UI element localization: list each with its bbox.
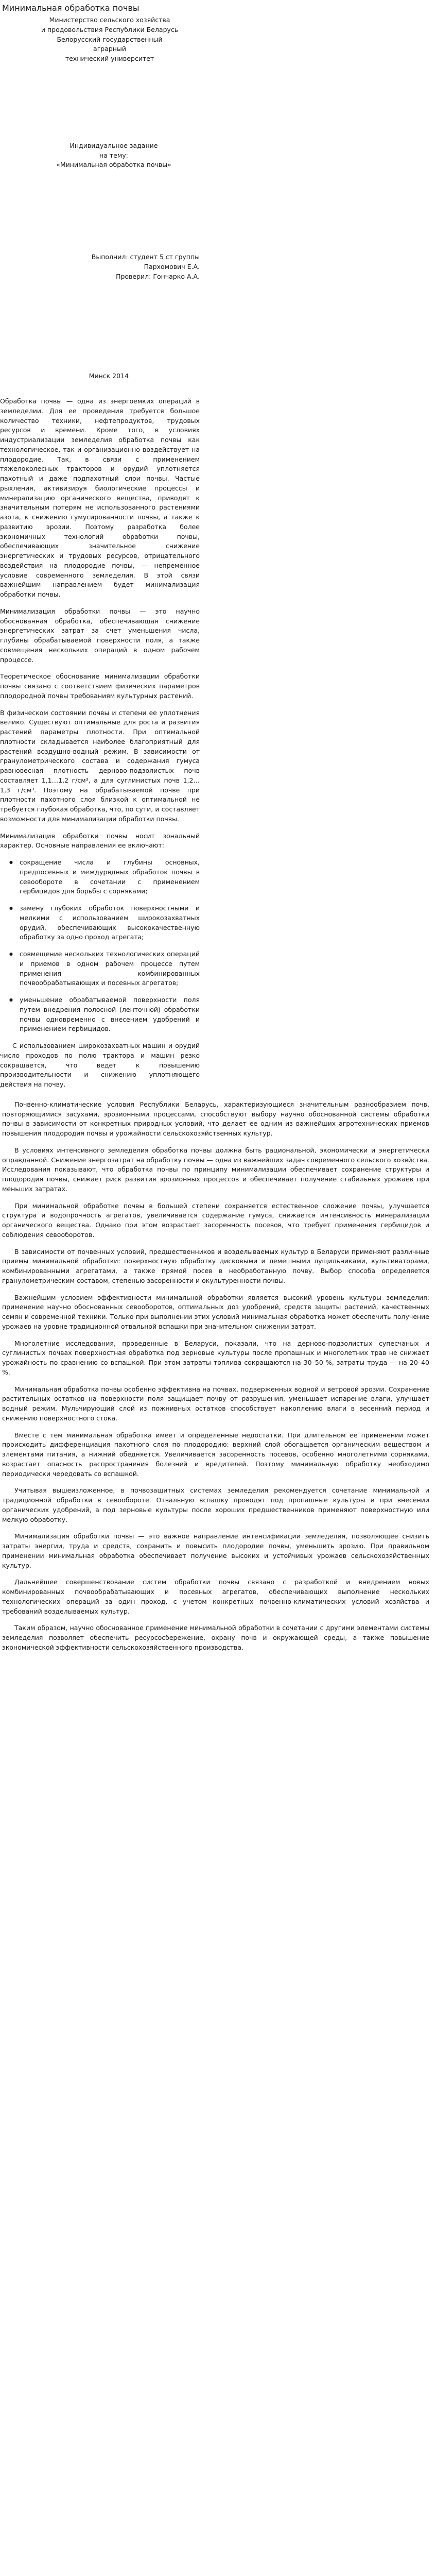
assignment-line: на тему: bbox=[99, 151, 128, 159]
list-item: ● замену глубоких обработок поверхностными и мелкими с использованием широкозахватных орудий, обеспечивающих высококачественную обработку за одно проход агрегата; bbox=[20, 904, 200, 942]
paragraph: Дальнейшее совершенствование систем обработки почвы связано с разработкой и внедрением новых комбинированных почвообрабатывающих и посевных агрегатов, обеспечивающих выполнение нескольких технологических операций за один проход, с учетом конкретных почвенно-климатических условий хозяйства и требований возделываемых культур. bbox=[2, 1578, 429, 1615]
assignment-line: «Минимальная обработка почвы» bbox=[56, 161, 171, 169]
main-narrow-column bbox=[0, 397, 200, 1090]
city-year: Минск 2014 bbox=[89, 372, 129, 380]
author-line: Пархомович Е.А. bbox=[144, 262, 200, 270]
header-line: Министерство сельского хозяйства bbox=[49, 16, 170, 24]
author-line: Выполнил: студент 5 ст группы bbox=[91, 253, 200, 261]
directions-list bbox=[0, 858, 200, 1034]
paragraph: В физическом состоянии почвы и степени ее уплотнения велико. Существуют оптимальные для роста и развития растений параметры плотности. При оптимальной плотности складывается наиболее благоприятный для растений воздушно-водный режим. В зависимости от гранулометрического состава и содержания гумуса равновесная плотность дерново-подзолистых почв составляет 1,1…1,2 г/см³, а для суглинистых почв 1,2…1,3 г/см³. Поэтому на обрабатываемой почве при плотности пахотного слоя близкой к оптимальной не требуется глубокая обработка, что, по сути, и составляет возможности для минимализации обработки почвы. bbox=[0, 708, 200, 823]
paragraph: Таким образом, научно обоснованное применение минимальной обработки в сочетании с другими элементами системы земледелия позволяет обеспечить ресурсосбережение, охрану почв и окружающей среды, а также повышение экономической эффективности сельскохозяйственного производства. bbox=[2, 1624, 429, 1651]
author-block bbox=[0, 252, 200, 281]
paragraph: Минимализация обработки почвы — это научно обоснованная обработка, обеспечивающая снижение энергетических затрат за счет уменьшения числа, глубины обрабатываемой поверхности поля, а также совмещения нескольких операций в одном рабочем процессе. bbox=[0, 607, 200, 664]
assignment-line: Индивидуальное задание bbox=[69, 141, 158, 149]
header-line: технический университет bbox=[65, 55, 154, 62]
paragraph: С использованием широкозахватных машин и орудий число проходов по полю трактора и машин резко сокращается, что ведет к повышению производительности и снижению уплотняющего действия на почву. bbox=[0, 1042, 200, 1088]
header-line: Белорусский государственный аграрный bbox=[57, 35, 163, 53]
assignment-title-block bbox=[29, 141, 199, 170]
document-title: Минимальная обработка почвы bbox=[2, 3, 139, 13]
paragraph: В зависимости от почвенных условий, предшественников и возделываемых культур в Беларуси применяют различные приемы минимальной обработки: поверхностную обработку дисковыми и лемешными лущильниками, культиваторами, комбинированными агрегатами, а также прямой посев в необработанную почву. Выбор способа определяется гранулометрическим составом, степенью засоренности и окультуренности почвы. bbox=[2, 1247, 429, 1284]
author-line: Проверил: Гончарко А.А. bbox=[116, 272, 200, 280]
header-line: и продовольствия Республики Беларусь bbox=[41, 25, 179, 33]
paragraph: Обработка почвы — одна из энергоемких операций в земледелии. Для ее проведения требуется большое количество техники, нефтепродуктов, трудовых ресурсов и времени. Кроме того, в условиях индустриализации земледелия обработка почвы как технологическое, так и организационно воздействует на плодородие. Так, в связи с применением тяжелоколесных тракторов и орудий уплотняется пахотный и даже подпахотный слои почвы. Частые рыхления, активизируя биологические процессы и минерализацию органического вещества, приводят к значительным потерям не использованного растениями азота, к снижению гумусированности почвы, а также к развитию эрозии. Поэтому разработка более экономичных технологий обработки почвы, обеспечивающих значительное снижение энергетических и трудовых ресурсов, отрицательного воздействия на плодородие почвы, — непременное условие современного земледелия. В этой связи важнейшим направлением будет минимализация обработки почвы. bbox=[0, 397, 200, 598]
paragraph: Учитывая вышеизложенное, в почвозащитных системах земледелия рекомендуется сочетание минимальной и традиционной обработки в севообороте. Отвальную вспашку проводят под пропашные культуры и при внесении органических удобрений, а под зерновые культуры после хороших предшественников применяют поверхностную или мелкую обработку. bbox=[2, 1486, 429, 1523]
paragraph: Вместе с тем минимальная обработка имеет и определенные недостатки. При длительном ее применении может происходить дифференциация пахотного слоя по плодородию: верхний слой обогащается органическим веществом и элементами питания, а нижний обедняется. Увеличивается засоренность посевов, особенно многолетними сорняками, возрастает опасность распространения болезней и вредителей. Поэтому минимальную обработку необходимо периодически чередовать со вспашкой. bbox=[2, 1431, 429, 1478]
paragraph: Многолетние исследования, проведенные в Беларуси, показали, что на дерново-подзолистых супесчаных и суглинистых почвах поверхностная обработка под зерновые культуры после пропашных и многолетних трав не снижает урожайность по сравнению со вспашкой. При этом затраты топлива сокращаются на 30–50 %, затраты труда — на 20–40 %. bbox=[2, 1339, 429, 1376]
list-item: ● совмещение нескольких технологических операций и приемов в одном рабочем процессе путем применения комбинированных почвообрабатывающих и посевных агрегатов; bbox=[20, 950, 200, 988]
paragraph: При минимальной обработке почвы в большей степени сохраняется естественное сложение почвы, улучшается структура и водопрочность агрегатов, увеличивается содержание гумуса, снижается интенсивность минерализации органического вещества. Однако при этом возрастает засоренность посевов, что требует применения гербицидов и соблюдения севооборотов. bbox=[2, 1201, 429, 1239]
list-item: ● уменьшение обрабатываемой поверхности поля путем внедрения полосной (ленточной) обработки почвы одновременно с внесением удобрений и применением гербицидов. bbox=[20, 995, 200, 1034]
paragraph: Важнейшим условием эффективности минимальной обработки является высокий уровень культуры земледелия: применение научно обоснованных севооборотов, оптимальных доз удобрений, средств защиты растений, качественных семян и современной техники. Только при выполнении этих условий минимальная обработка может обеспечить получение урожаев на уровне традиционной отвальной вспашки при значительном снижении затрат. bbox=[2, 1293, 429, 1330]
paragraph: В условиях интенсивного земледелия обработка почвы должна быть рациональной, экономически и энергетически оправданной. Снижение энергозатрат на обработку почвы — одна из важнейших задач современного сельского хозяйства. Исследования показывают, что обработка почвы по принципу минимализации обеспечивает сохранение структуры и плодородия почвы, снижает риск развития эрозионных процессов и обеспечивает получение стабильных урожаев при меньших затратах. bbox=[2, 1146, 429, 1193]
paragraph: Минимализация обработки почвы — это важное направление интенсификации земледелия, позволяющее снизить затраты энергии, труда и средств, сохранить и повысить плодородие почвы, уменьшить эрозию. При правильном применении минимальная обработка обеспечивает получение высоких и устойчивых урожаев сельскохозяйственных культур. bbox=[2, 1532, 429, 1569]
list-item: ● сокращение числа и глубины основных, предпосевных и междурядных обработок почвы в севообороте в сочетании с применением гербицидов для борьбы с сорняками; bbox=[20, 858, 200, 896]
institution-header bbox=[40, 15, 179, 64]
main-wide-column bbox=[2, 1100, 429, 1653]
paragraph: Теоретическое обоснование минимализации обработки почвы связано с соответствием физических параметров плодородной почвы требованиям культурных растений. bbox=[0, 672, 200, 700]
paragraph: Почвенно-климатические условия Республики Беларусь, характеризующиеся значительным разнообразием почв, повторяющимися засухами, эрозионными процессами, способствуют выбору научно обоснованной системы обработки почвы в зависимости от конкретных природных условий, что делает ее одним из важнейших агротехнических приемов повышения плодородия почвы и урожайности сельскохозяйственных культур. bbox=[2, 1100, 429, 1137]
paragraph: Минимальная обработка почвы особенно эффективна на почвах, подверженных водной и ветровой эрозии. Сохранение растительных остатков на поверхности поля защищает почву от разрушения, уменьшает испарение влаги, улучшает водный режим. Мульчирующий слой из пожнивных остатков способствует накоплению влаги в весенний период и снижению поверхностного стока. bbox=[2, 1385, 429, 1422]
paragraph: Минимализация обработки почвы носит зональный характер. Основные направления ее включают: bbox=[0, 832, 200, 850]
